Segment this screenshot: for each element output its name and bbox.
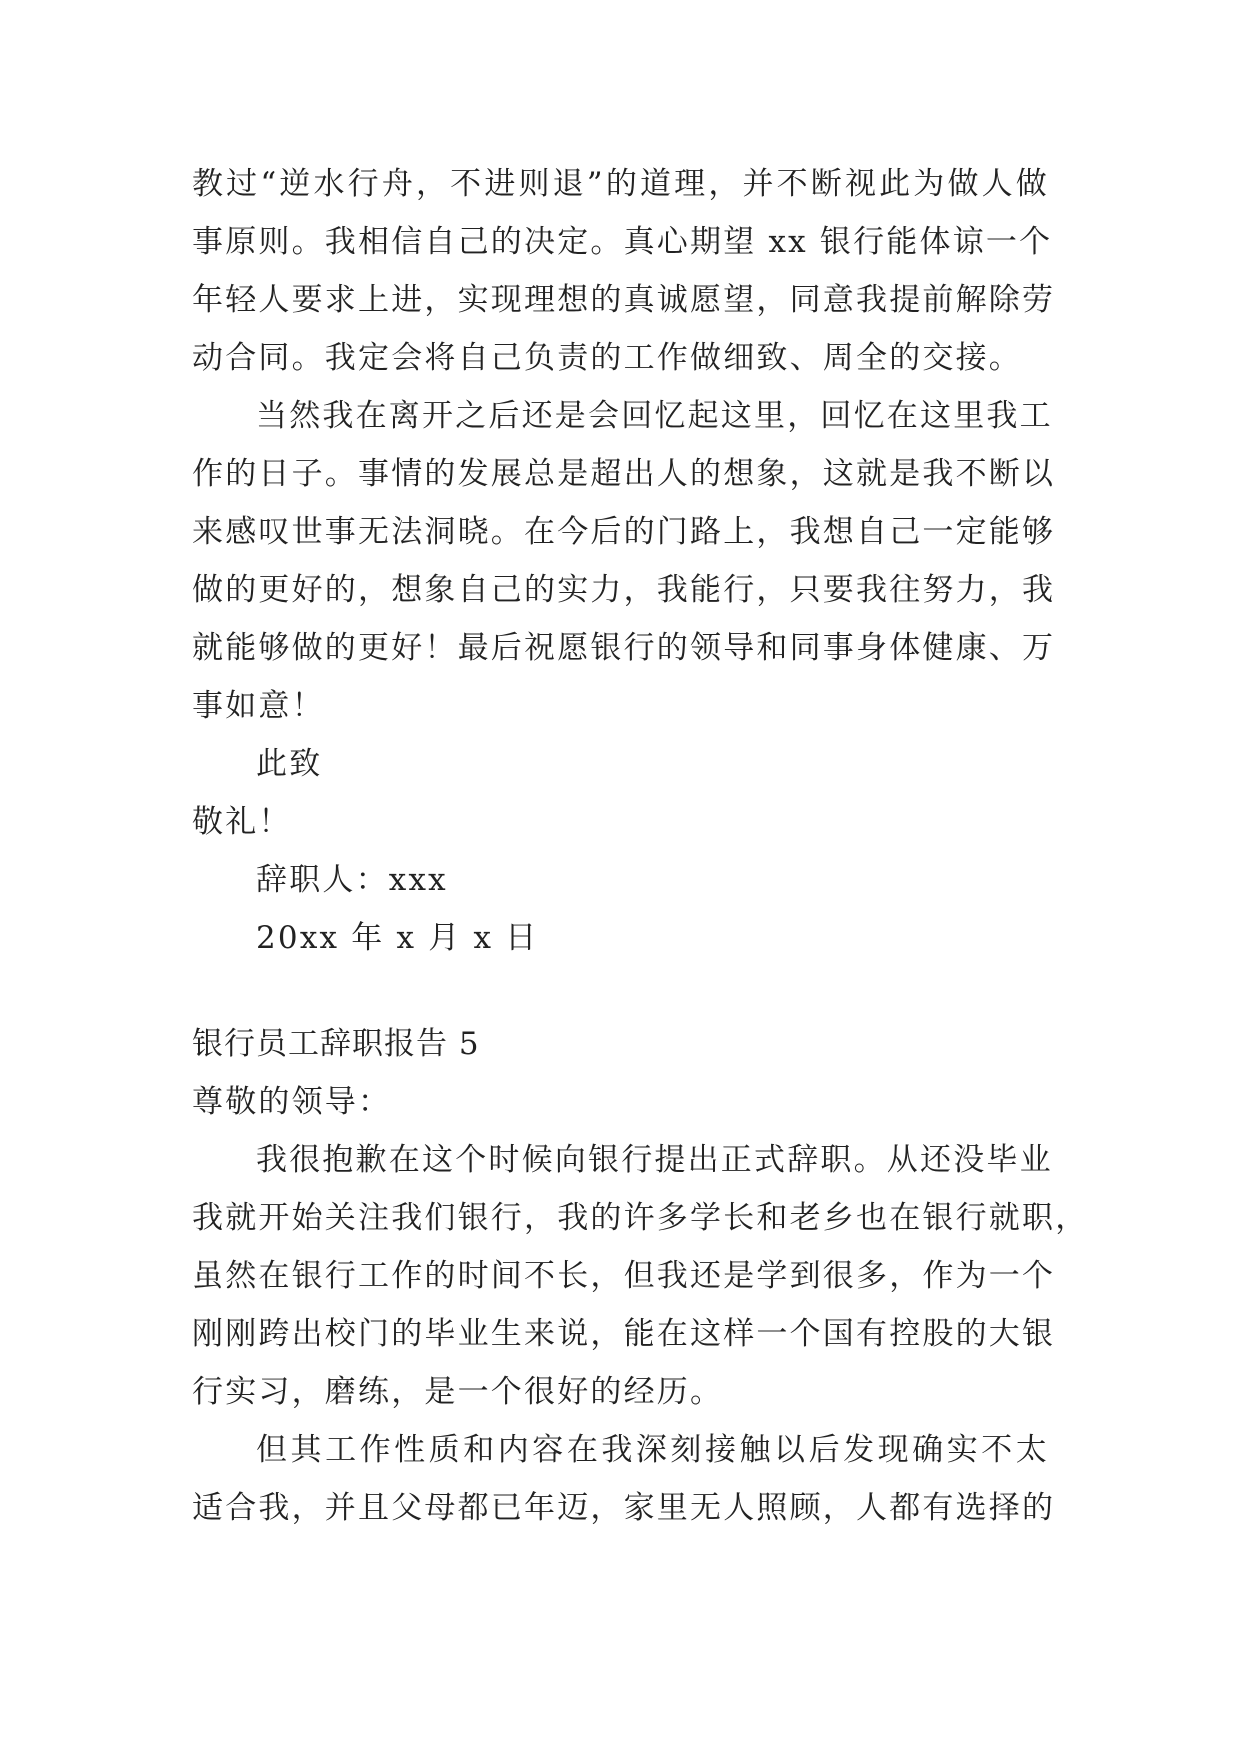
closing: 此致: [256, 746, 323, 782]
regards: 敬礼！: [192, 804, 292, 840]
text-line: 事如意！: [192, 688, 325, 724]
text-line: 事原则。我相信自己的决定。真心期望 xx 银行能体谅一个: [192, 224, 1053, 260]
text-line: 但其工作性质和内容在我深刻接触以后发现确实不太: [256, 1432, 1049, 1468]
salutation: 尊敬的领导：: [192, 1084, 392, 1120]
text-line: 适合我，并且父母都已年迈，家里无人照顾，人都有选择的: [192, 1490, 1056, 1526]
text-line: 虽然在银行工作的时间不长，但我还是学到很多，作为一个: [192, 1258, 1056, 1294]
text-line: 做的更好的，想象自己的实力，我能行，只要我往努力，我: [192, 572, 1056, 608]
text-line: 行实习，磨练，是一个很好的经历。: [192, 1374, 724, 1410]
text-line: 作的日子。事情的发展总是超出人的想象，这就是我不断以: [192, 456, 1056, 492]
text-line: 就能够做的更好！最后祝愿银行的领导和同事身体健康、万: [192, 630, 1056, 666]
text-line: 刚刚跨出校门的毕业生来说，能在这样一个国有控股的大银: [192, 1316, 1056, 1352]
date: 20xx 年 x 月 x 日: [256, 920, 539, 956]
text-line: 年轻人要求上进，实现理想的真诚愿望，同意我提前解除劳: [192, 282, 1056, 318]
section-title: 银行员工辞职报告 5: [192, 1026, 480, 1062]
document-page: [192, 155, 1089, 1537]
paragraph: [192, 155, 1056, 387]
text-line: 我很抱歉在这个时候向银行提出正式辞职。从还没毕业: [256, 1142, 1053, 1178]
text-line: 教过“逆水行舟，不进则退”的道理，并不断视此为做人做: [192, 166, 1049, 202]
signature: 辞职人：xxx: [256, 862, 448, 898]
paragraph: [192, 387, 1056, 735]
text-line: 动合同。我定会将自己负责的工作做细致、周全的交接。: [192, 340, 1022, 376]
spacer: [192, 967, 1049, 1015]
text-line: 来感叹世事无法洞晓。在今后的门路上，我想自己一定能够: [192, 514, 1056, 550]
text-line: 当然我在离开之后还是会回忆起这里，回忆在这里我工: [256, 398, 1053, 434]
text-line: 我就开始关注我们银行，我的许多学长和老乡也在银行就职，: [192, 1200, 1089, 1236]
paragraph: [192, 1421, 1056, 1537]
paragraph: [192, 1131, 1089, 1421]
